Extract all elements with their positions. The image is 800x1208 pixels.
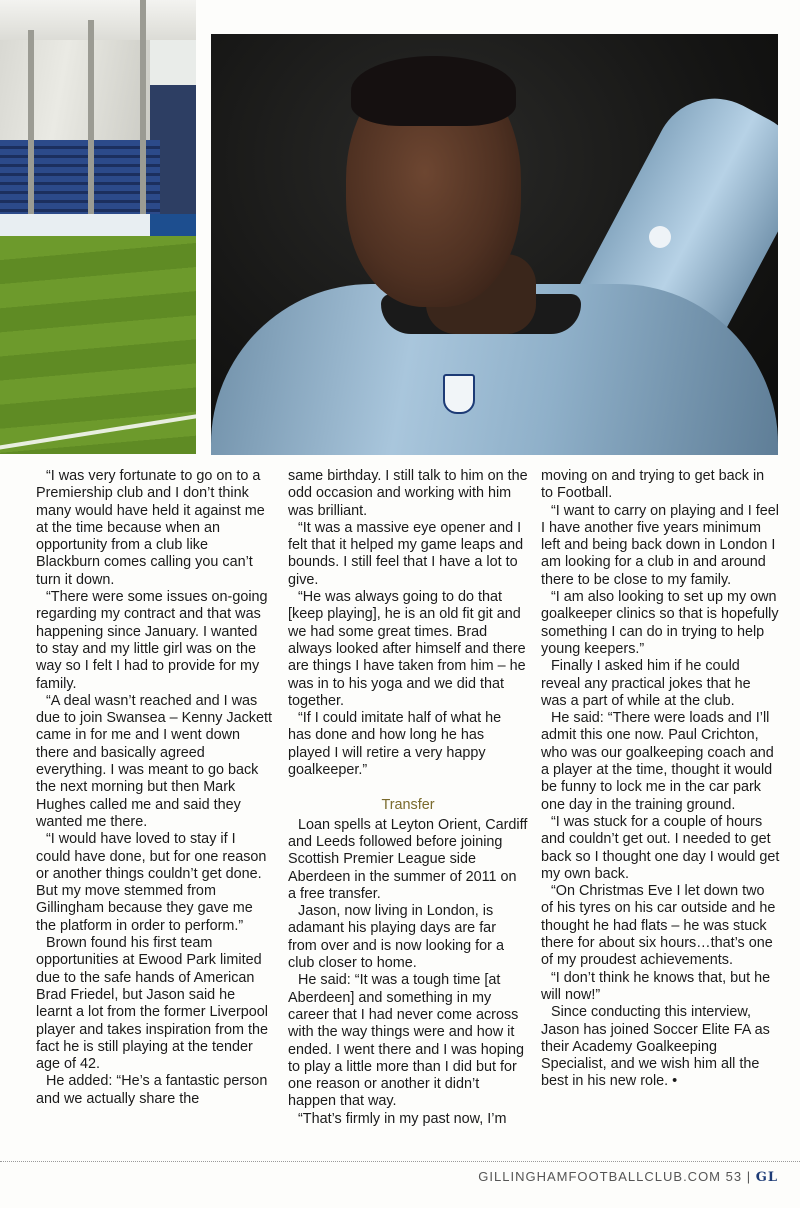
paragraph: “On Christmas Eve I let down two of his tyres on his car outside and he thought he had flats – he was stuck there for about six hours…that’s one of my proudest achievements. — [541, 883, 776, 969]
article-column-2 — [288, 468, 528, 1128]
paragraph: He said: “It was a tough time [at Aberdeen] and something in my career that I had never come across with the way things were and how it ended. I went there and I was hoping to play a little more than I did but for one reason or another it didn’t happen that way. — [288, 972, 525, 1110]
paragraph: Jason, now living in London, is adamant his playing days are far from over and is now looking for a club closer to home. — [288, 903, 504, 972]
club-crest-icon — [443, 374, 475, 414]
club-logo-icon: GL — [755, 1170, 778, 1185]
article-column-3 — [541, 468, 780, 1091]
paragraph: “I want to carry on playing and I feel I have another five years minimum left and being back down in London I am looking for a club in and around there to be close to my family. — [541, 502, 779, 588]
stadium-photo — [0, 0, 196, 454]
paragraph: “That’s firmly in my past now, I’m — [298, 1110, 507, 1127]
paragraph: “I would have loved to stay if I could have done, but for one reason or another things couldn’t get done. But my move stemmed from Gillingham because they gave me the platform in order to perform.” — [36, 831, 267, 934]
paragraph: Brown found his first team opportunities at Ewood Park limited due to the safe hands of American Brad Friedel, but Jason said he learnt a lot from the former Liverpool player and takes inspiration from the fact he is still playing at the tender age of 42. — [36, 935, 268, 1073]
paragraph: moving on and trying to get back in to Football. — [541, 468, 765, 502]
article-column-1 — [36, 468, 272, 1108]
paragraph: “It was a massive eye opener and I felt that it helped my game leaps and bounds. I still feel that I have a lot to give. — [288, 519, 524, 588]
paragraph: “There were some issues on-going regarding my contract and that was happening since January. I wanted to stay and my little girl was on the way so I felt I had to provide for my family. — [36, 589, 268, 692]
paragraph: “If I could imitate half of what he has done and how long he has played I will retire a very happy goalkeeper.” — [288, 710, 502, 779]
paragraph: He added: “He’s a fantastic person and we actually share the — [36, 1073, 268, 1107]
paragraph: “I was very fortunate to go on to a Premiership club and I don’t think many would have held it against me at the time because when an opportunity from a club like Blackburn comes calling you can’t turn it down. — [36, 468, 265, 588]
section-subheading: Transfer — [381, 797, 435, 814]
paragraph: Since conducting this interview, Jason has joined Soccer Elite FA as their Academy Goalkeeping Specialist, and we wish him all the best in his new role. • — [541, 1004, 770, 1090]
paragraph: “I was stuck for a couple of hours and couldn’t get out. I needed to get back so I thought one day I would get my own back. — [541, 813, 780, 882]
footer-divider — [0, 1161, 800, 1162]
page-number: 53 — [725, 1169, 743, 1184]
paragraph: “I don’t think he knows that, but he will now!” — [541, 969, 771, 1003]
page-footer — [478, 1169, 778, 1185]
paragraph: “A deal wasn’t reached and I was due to join Swansea – Kenny Jackett came in for me and I went down there and basically agreed everything. I was meant to go back the next morning but then Mark Hughes called me and said they wanted me there. — [36, 692, 272, 830]
paragraph: Loan spells at Leyton Orient, Cardiff and Leeds followed before joining Scottish Premier League side Aberdeen in the summer of 2011 on a free transfer. — [288, 816, 528, 902]
goalkeeper-photo — [211, 34, 778, 455]
paragraph: Finally I asked him if he could reveal any practical jokes that he was a part of while at the club. — [541, 658, 751, 709]
paragraph: He said: “There were loads and I’ll admit this one now. Paul Crichton, who was our goalkeeping coach and a player at the time, thought it would be funny to lock me in the car park one day in the training ground. — [541, 710, 774, 813]
sleeve-patch-icon — [649, 226, 671, 248]
paragraph: “I am also looking to set up my own goalkeeper clinics so that is hopefully something I can do in trying to help young keepers.” — [541, 589, 779, 657]
footer-separator: | — [746, 1169, 752, 1184]
footer-site-url[interactable]: GILLINGHAMFOOTBALLCLUB.COM — [478, 1169, 722, 1184]
paragraph: “He was always going to do that [keep playing], he is an old fit git and we had some great times. Brad always looked after himself and there are things I have taken from him – he was in to his yoga and we did that together. — [288, 589, 526, 709]
paragraph: same birthday. I still talk to him on the odd occasion and working with him was brilliant. — [288, 468, 528, 519]
